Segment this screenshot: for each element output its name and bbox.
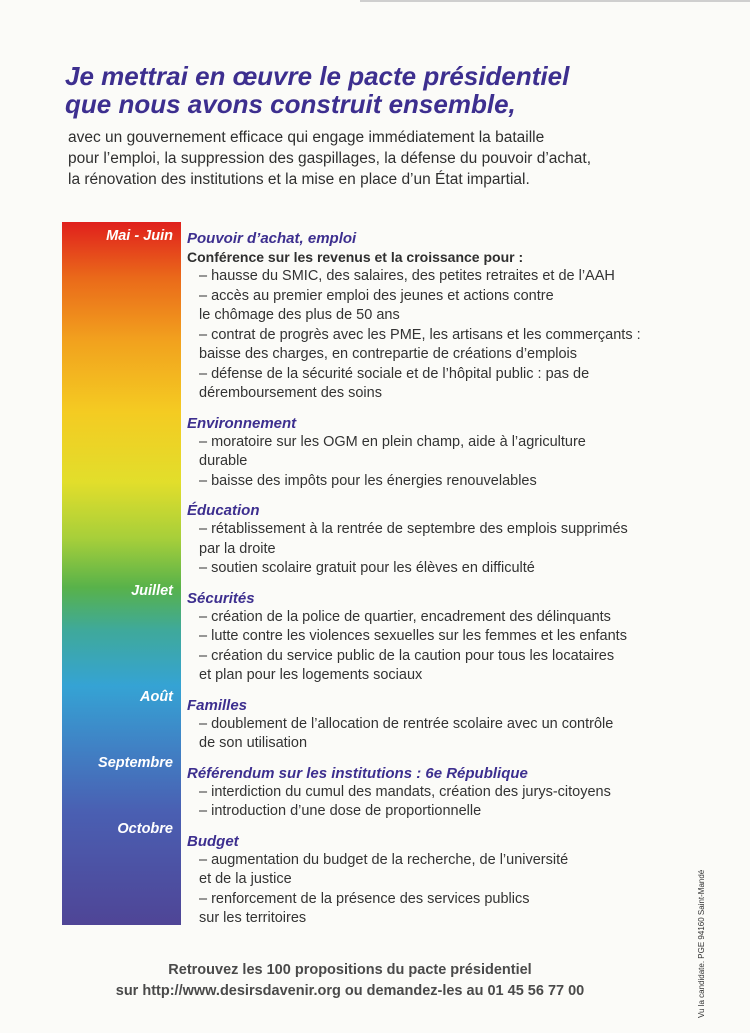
item-text: – création de la police de quartier, encadrement des délinquants xyxy=(199,608,611,625)
section-title: Référendum sur les institutions : 6e République xyxy=(187,764,528,782)
item-text-cont: de son utilisation xyxy=(199,735,308,751)
list-item xyxy=(187,783,687,803)
item-text-cont: et plan pour les logements sociaux xyxy=(199,667,423,683)
item-text: – moratoire sur les OGM en plein champ, aide à l’agriculture xyxy=(199,433,586,450)
headline-line-1: Je mettrai en œuvre le pacte présidentiel xyxy=(65,61,570,91)
section-title: Pouvoir d’achat, emploi xyxy=(187,230,357,247)
item-text-cont: par la droite xyxy=(199,540,276,557)
list-item xyxy=(187,627,687,647)
item-text-cont: déremboursement des soins xyxy=(199,385,382,401)
list-item xyxy=(187,890,687,929)
list-item xyxy=(187,433,687,472)
item-text: – interdiction du cumul des mandats, création des jurys-citoyens xyxy=(199,783,611,800)
list-item xyxy=(187,608,687,628)
item-text-cont: et de la justice xyxy=(199,871,292,887)
footer-note xyxy=(60,960,640,1002)
month-label-octobre: Octobre xyxy=(117,821,173,837)
item-text: – contrat de progrès avec les PME, les artisans et les commerçants : xyxy=(199,326,641,343)
program-content xyxy=(187,229,687,939)
item-text: – soutien scolaire gratuit pour les élèves en difficulté xyxy=(199,560,535,576)
timeline-gradient-bar xyxy=(62,222,181,925)
intro-paragraph xyxy=(68,127,708,190)
section-securites xyxy=(187,589,687,686)
footer-line-1: Retrouvez les 100 propositions du pacte présidentiel xyxy=(168,962,532,978)
list-item xyxy=(187,851,687,890)
list-item xyxy=(187,267,687,287)
item-text-cont: durable xyxy=(199,453,248,469)
list-item xyxy=(187,365,687,404)
month-label-septembre: Septembre xyxy=(98,755,173,771)
item-text-cont: sur les territoires xyxy=(199,910,307,926)
item-text: – lutte contre les violences sexuelles sur les femmes et les enfants xyxy=(199,628,627,644)
list-item xyxy=(187,520,687,559)
top-rule xyxy=(360,0,750,2)
section-subhead: Conférence sur les revenus et la croissance pour : xyxy=(187,249,524,265)
list-item xyxy=(187,647,687,686)
intro-line-2: pour l’emploi, la suppression des gaspillages, la défense du pouvoir d’achat, xyxy=(68,150,592,167)
item-text-cont: le chômage des plus de 50 ans xyxy=(199,307,400,323)
legal-mention: Vu la candidate. PGE 94160 Saint-Mandé xyxy=(697,869,706,1018)
item-text: – hausse du SMIC, des salaires, des petites retraites et de l’AAH xyxy=(199,268,615,284)
headline xyxy=(65,62,705,118)
item-text: – introduction d’une dose de proportionnelle xyxy=(199,803,482,819)
section-budget xyxy=(187,832,687,929)
list-item xyxy=(187,287,687,326)
item-text: – création du service public de la caution pour tous les locataires xyxy=(199,647,615,664)
list-item xyxy=(187,802,687,822)
month-label-aout: Août xyxy=(139,689,173,705)
headline-line-2: que nous avons construit ensemble, xyxy=(65,89,516,119)
item-text: – augmentation du budget de la recherche, de l’université xyxy=(199,851,569,868)
item-text: – rétablissement à la rentrée de septembre des emplois supprimés xyxy=(199,521,628,537)
list-item xyxy=(187,326,687,365)
list-item xyxy=(187,472,687,492)
section-pouvoir-achat xyxy=(187,229,687,404)
section-education xyxy=(187,501,687,579)
section-environnement xyxy=(187,414,687,492)
month-label-mai-juin: Mai - Juin xyxy=(106,228,173,244)
section-title: Budget xyxy=(187,832,239,850)
item-text: – accès au premier emploi des jeunes et actions contre xyxy=(199,287,554,304)
section-title: Sécurités xyxy=(187,589,255,607)
list-item xyxy=(187,715,687,754)
item-text: – renforcement de la présence des services publics xyxy=(199,890,530,907)
month-label-juillet: Juillet xyxy=(131,583,173,599)
item-text: – défense de la sécurité sociale et de l’hôpital public : pas de xyxy=(199,365,590,382)
footer-line-2: sur http://www.desirsdavenir.org ou demandez-les au 01 45 56 77 00 xyxy=(115,983,585,999)
item-text: – doublement de l’allocation de rentrée scolaire avec un contrôle xyxy=(199,715,614,732)
intro-line-3: la rénovation des institutions et la mise en place d’un État impartial. xyxy=(68,171,530,188)
item-text-cont: baisse des charges, en contrepartie de créations d’emplois xyxy=(199,346,578,362)
intro-line-1: avec un gouvernement efficace qui engage immédiatement la bataille xyxy=(68,129,545,146)
item-text: – baisse des impôts pour les énergies renouvelables xyxy=(199,472,537,489)
section-referendum xyxy=(187,764,687,822)
section-familles xyxy=(187,696,687,754)
section-title: Familles xyxy=(187,696,248,714)
list-item xyxy=(187,559,687,579)
section-title: Éducation xyxy=(187,502,260,519)
section-title: Environnement xyxy=(187,414,297,432)
